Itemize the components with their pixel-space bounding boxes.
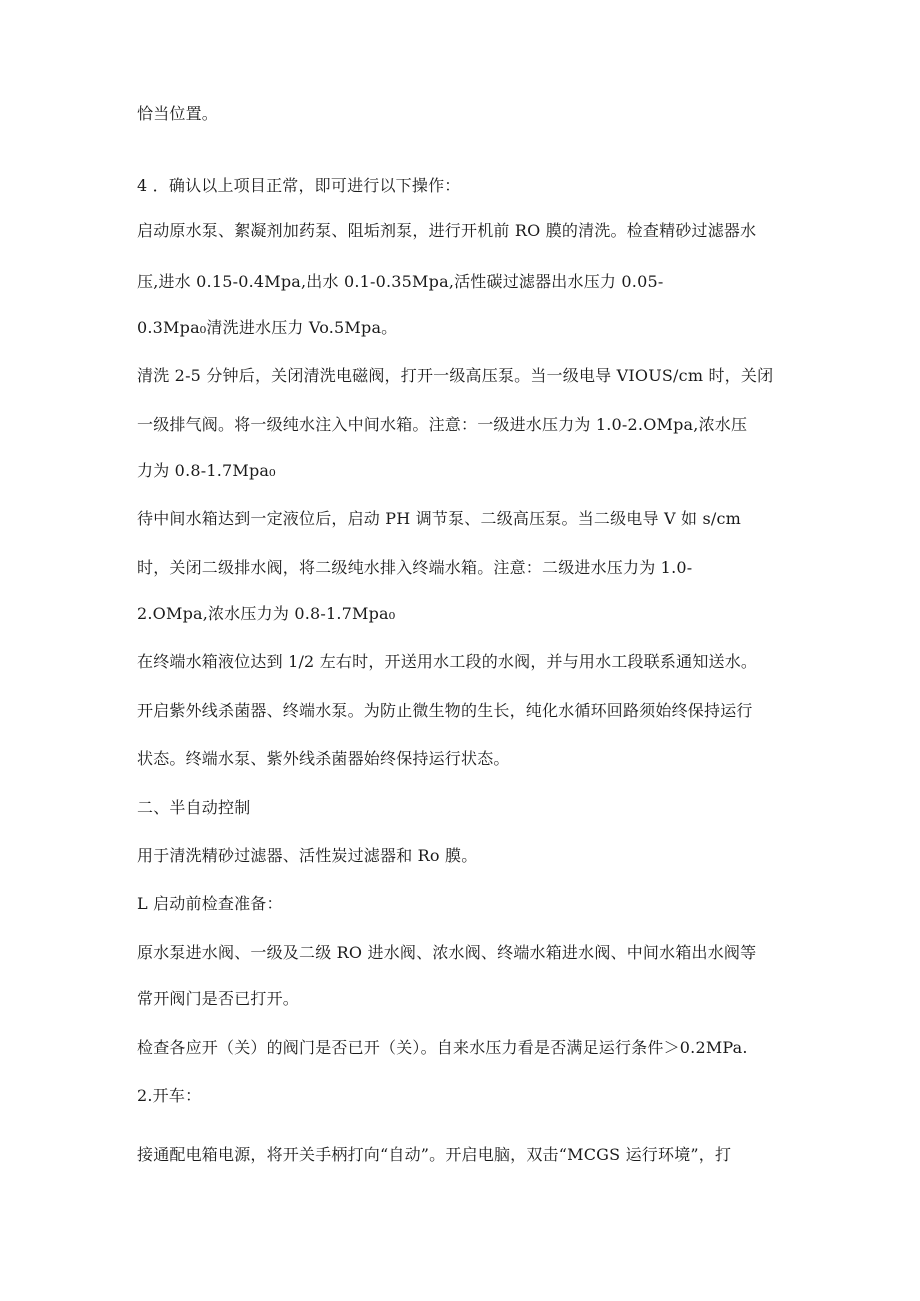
text-line: 用于清洗精砂过滤器、活性炭过滤器和 Ro 膜。 — [137, 846, 478, 865]
text-line: 状态。终端水泵、紫外线杀菌器始终保持运行状态。 — [137, 749, 510, 768]
text-line: 一级排气阀。将一级纯水注入中间水箱。注意：一级进水压力为 1.0-2.OMpa,浓水压 — [137, 415, 748, 434]
text-line: 启动原水泵、絮凝剂加药泵、阻垢剂泵，进行开机前 RO 膜的清洗。检查精砂过滤器水 — [137, 221, 757, 240]
text-line: 清洗 2-5 分钟后，关闭清洗电磁阀，打开一级高压泵。当一级电导 VIOUS/cm 时，关闭 — [137, 366, 774, 385]
text-line: 压,进水 0.15-0.4Mpa,出水 0.1-0.35Mpa,活性碳过滤器出水压力 0.05- — [137, 272, 664, 291]
text-line: 时，关闭二级排水阀，将二级纯水排入终端水箱。注意：二级进水压力为 1.0- — [137, 558, 693, 577]
text-line: 待中间水箱达到一定液位后，启动 PH 调节泵、二级高压泵。当二级电导 V 如 s/cm — [137, 509, 742, 528]
text-line: 0.3Mpa₀清洗进水压力 Vo.5Mpa。 — [137, 318, 398, 337]
text-line: L 启动前检查准备： — [137, 894, 283, 913]
text-line: 开启紫外线杀菌器、终端水泵。为防止微生物的生长，纯化水循环回路须始终保持运行 — [137, 701, 753, 720]
text-line: 2.开车： — [137, 1086, 202, 1105]
text-line: 接通配电箱电源，将开关手柄打向“自动”。开启电脑，双击“MCGS 运行环境”，打 — [137, 1145, 732, 1164]
text-line: 原水泵进水阀、一级及二级 RO 进水阀、浓水阀、终端水箱进水阀、中间水箱出水阀等 — [137, 943, 757, 962]
text-line: 力为 0.8-1.7Mpa₀ — [137, 461, 276, 480]
text-line: 2.OMpa,浓水压力为 0.8-1.7Mpa₀ — [137, 604, 396, 623]
section-heading: 二、半自动控制 — [137, 798, 251, 817]
text-line: 在终端水箱液位达到 1/2 左右时，开送用水工段的水阀，并与用水工段联系通知送水。 — [137, 652, 758, 671]
text-line: 检查各应开（关）的阀门是否已开（关）。自来水压力看是否满足运行条件＞0.2MPa. — [137, 1038, 748, 1057]
text-line: 4 ．确认以上项目正常，即可进行以下操作： — [137, 176, 461, 195]
text-line: 恰当位置。 — [137, 104, 219, 123]
text-line: 常开阀门是否已打开。 — [137, 989, 300, 1008]
